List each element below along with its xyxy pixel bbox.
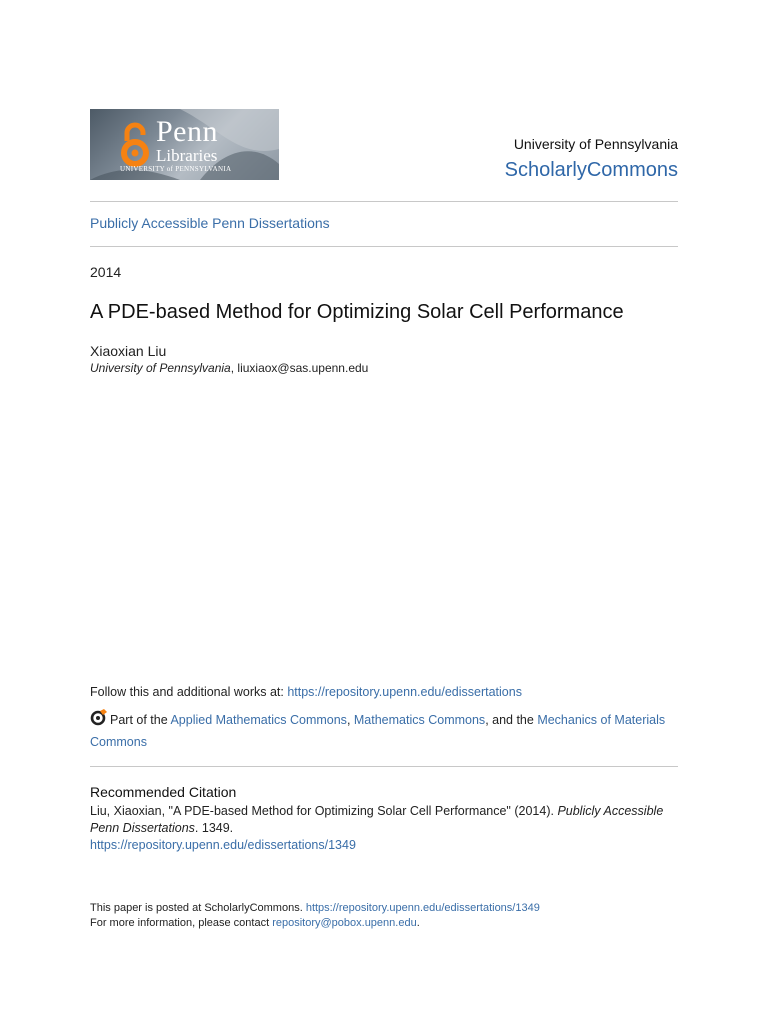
footer-contact-text: For more information, please contact — [90, 917, 273, 929]
citation-series: Publicly Accessible Penn Dissertations — [90, 804, 664, 835]
part-of-sep-2: , and the — [485, 713, 538, 727]
affiliation-text: University of Pennsylvania — [90, 361, 231, 375]
commons-link-mathematics[interactable]: Mathematics Commons — [353, 713, 486, 727]
commons-link-applied-mathematics[interactable]: Applied Mathematics Commons — [170, 713, 347, 727]
divider-citation — [90, 766, 678, 767]
footer-contact-end: . — [416, 917, 420, 929]
follow-label: Follow this and additional works at: — [90, 685, 288, 699]
footer-notice — [90, 901, 540, 931]
citation-url-link[interactable]: https://repository.upenn.edu/edissertations/1349 — [90, 838, 356, 852]
commons-link-mechanics-of-materials[interactable]: Mechanics of Materials Commons — [90, 713, 666, 749]
open-access-icon — [118, 121, 152, 169]
logo-wordmark-libraries: Libraries — [156, 146, 218, 165]
footer-posted-text: This paper is posted at ScholarlyCommons. — [90, 902, 306, 914]
footer-posted-line — [90, 901, 540, 916]
repository-name-link[interactable]: ScholarlyCommons — [504, 159, 678, 181]
part-of-prefix: Part of the — [110, 713, 171, 727]
logo-subtitle: UNIVERSITY of PENNSYLVANIA — [120, 165, 232, 173]
institution-name: University of Pennsylvania — [513, 136, 678, 152]
author-email: , liuxiaox@sas.upenn.edu — [230, 361, 369, 375]
follow-line — [90, 684, 522, 701]
citation-text — [90, 803, 680, 837]
document-title: A PDE-based Method for Optimizing Solar Cell Performance — [90, 301, 624, 323]
author-affiliation — [90, 360, 368, 376]
header-right — [505, 135, 678, 183]
divider-top — [90, 201, 678, 202]
divider-series — [90, 246, 678, 247]
bepress-network-icon — [90, 708, 108, 726]
footer-contact-line — [90, 916, 540, 931]
part-of-line — [90, 708, 680, 753]
citation-heading: Recommended Citation — [90, 784, 237, 800]
footer-contact-email-link[interactable]: repository@pobox.upenn.edu — [272, 917, 417, 929]
follow-url-link[interactable]: https://repository.upenn.edu/edissertations — [287, 685, 522, 699]
part-of-sep-1: , — [346, 713, 354, 727]
citation-number: . 1349. — [194, 821, 234, 835]
citation-main: Liu, Xiaoxian, "A PDE-based Method for Optimizing Solar Cell Performance" (2014). — [90, 804, 558, 818]
footer-posted-url-link[interactable]: https://repository.upenn.edu/edissertations/1349 — [305, 902, 540, 914]
author-name: Xiaoxian Liu — [90, 343, 167, 359]
series-link[interactable]: Publicly Accessible Penn Dissertations — [90, 215, 330, 231]
publication-year: 2014 — [90, 264, 122, 280]
penn-libraries-logo[interactable] — [90, 109, 279, 180]
logo-wordmark-penn: Penn — [156, 115, 218, 148]
